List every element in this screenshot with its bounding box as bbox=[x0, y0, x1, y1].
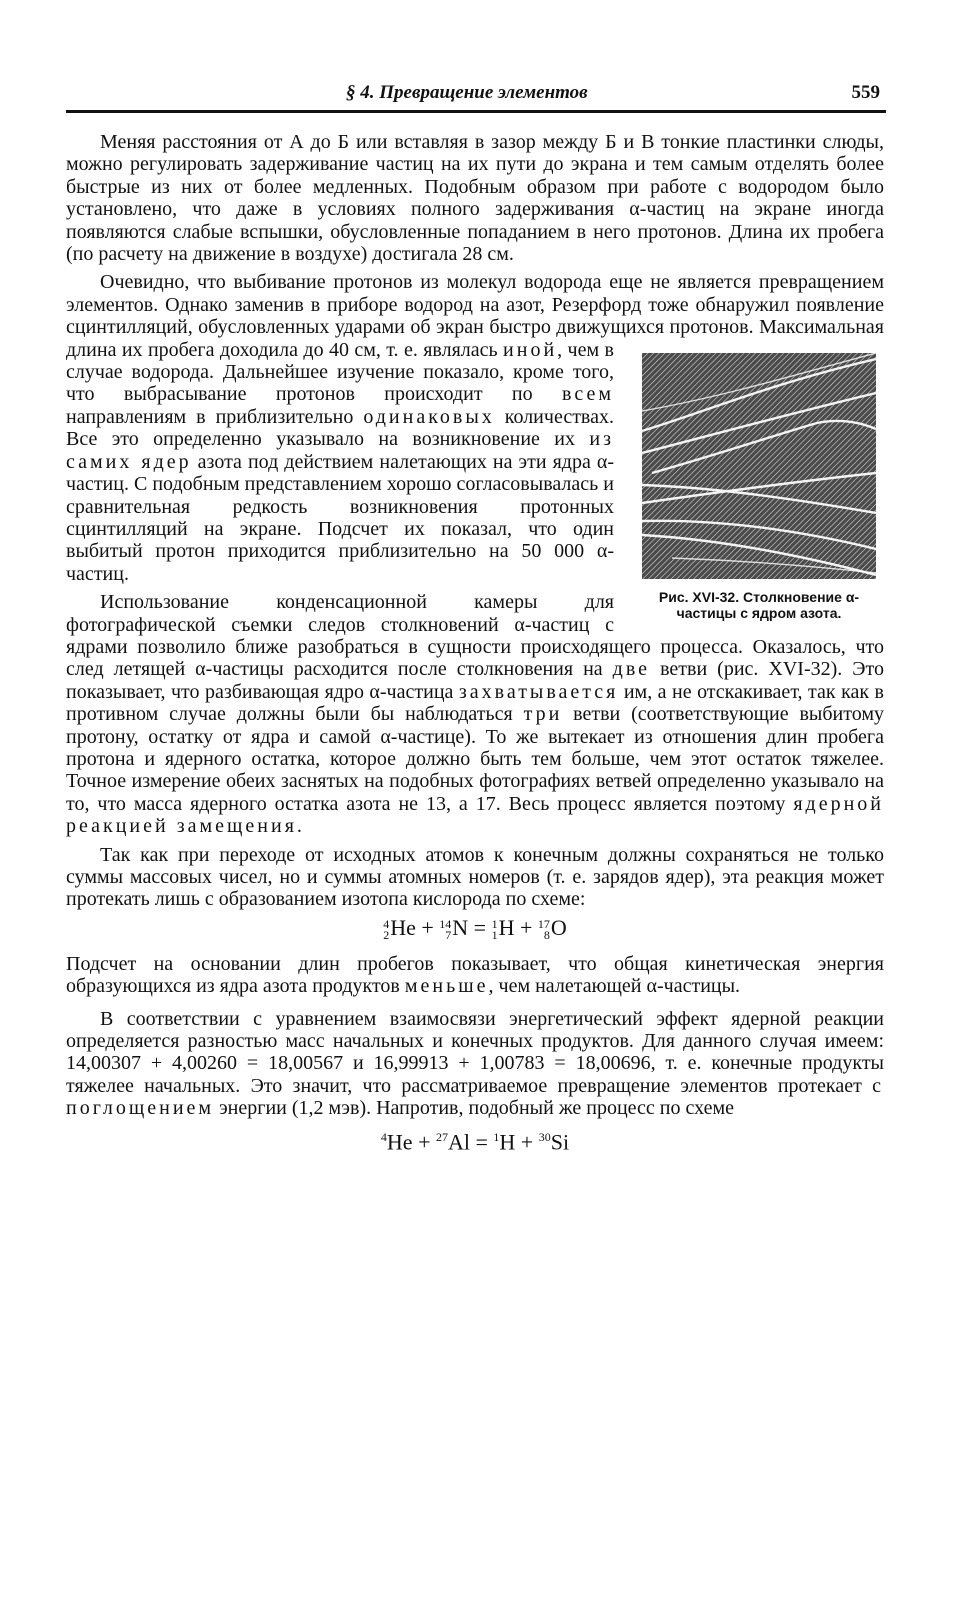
eq1-a-z: 2 bbox=[383, 927, 390, 942]
equation-2 bbox=[66, 1126, 884, 1154]
eq2-d-mass: 30 bbox=[538, 1129, 551, 1144]
p5-spaced-1: меньше bbox=[404, 975, 489, 998]
eq2-b-symbol: Al bbox=[447, 1128, 470, 1154]
paragraph-6 bbox=[66, 1008, 884, 1120]
p3-text-2: ветви (рис. XVI-32). Это показывает, что разбивающая ядро α-частица bbox=[66, 658, 884, 703]
eq1-d-symbol: O bbox=[550, 914, 567, 940]
eq2-plus-1: + bbox=[418, 1128, 431, 1154]
paragraph-3 bbox=[66, 588, 884, 838]
figure-xvi-32 bbox=[634, 353, 884, 621]
cloud-chamber-photo bbox=[642, 353, 876, 579]
eq2-c-symbol: H bbox=[499, 1128, 516, 1154]
paragraph-2 bbox=[66, 271, 884, 621]
eq1-b-z: 7 bbox=[445, 927, 452, 942]
eq2-a-mass: 4 bbox=[380, 1129, 387, 1144]
p3-spaced-4: ядерной реакцией замещения bbox=[66, 792, 884, 838]
eq1-c-z: 1 bbox=[491, 927, 498, 942]
eq1-equals: = bbox=[473, 914, 487, 940]
p2-spaced-2: всем bbox=[562, 383, 614, 406]
eq1-c-symbol: H bbox=[498, 914, 515, 940]
header-rule bbox=[66, 110, 886, 113]
p2-spaced-1: иной bbox=[503, 338, 558, 361]
page-number: 559 bbox=[851, 82, 880, 103]
eq1-d-mass: 17 bbox=[537, 916, 550, 931]
eq2-a-symbol: He bbox=[386, 1128, 413, 1154]
equation-1 bbox=[66, 914, 884, 942]
p6-text-1: В соответствии с уравнением взаимосвязи энергетический эффект ядерной реакции определяется разностью масс начальных и конечных продуктов. Для данного случая имеем: 14,00307 + 4,00260 = 18,00567 и 16,99913 + 1,00783 = 18,00696, т. е. конечные продукты тяжелее начальных. Это значит, что рассматриваемое превращение элементов протекает bbox=[66, 1007, 884, 1097]
p2-spaced-3: одинаковых bbox=[363, 405, 495, 428]
page-header bbox=[66, 78, 886, 112]
eq1-a-mass: 4 bbox=[383, 916, 390, 931]
eq1-d-indices bbox=[537, 916, 550, 942]
page-body bbox=[66, 131, 884, 1165]
p2-spaced-4: из самих ядер bbox=[66, 428, 614, 473]
p2-text-3: количествах. Все это определенно указывало на возникновение их bbox=[66, 405, 614, 451]
p2-text-4: азота под действием налетающих на эти ядра α-частиц. С подобным представлением хорошо согласовывалась и сравнительная редкость возникновения протонных сцинтилляций на экране. Подсчет их показал, что один выбитый протон приходится приблизительно на 50 000 α-частиц. bbox=[66, 450, 614, 585]
p2-text-0: Очевидно, что выбивание протонов из молекул водорода еще не является превращением элементов. Однако заменив в приборе водород на азот, Резерфорд тоже обнаружил появление сцинтилляций, обусловленных ударами об экран быстро движущихся протонов. Максимальная длина их пробега доходила до 40 см, т. е. являлась bbox=[66, 271, 884, 361]
eq2-b-mass: 27 bbox=[435, 1129, 448, 1144]
p2-text-2: направлениям в приблизительно bbox=[66, 405, 364, 428]
eq2-d-symbol: Si bbox=[550, 1128, 570, 1154]
eq2-plus-2: + bbox=[520, 1128, 534, 1154]
p6-text-2: энергии (1,2 мэв). Напротив, подобный же процесс по схеме bbox=[214, 1097, 735, 1120]
p3-text-4: ветви (соответствующие выбитому протону, остатку от ядра и самой α-частице). То же вытекает из отношения длин пробега протона и ядерного остатка, которое должно быть тем больше, чем этот остаток тяжелее. Точное измерение обеих заснятых на подобных фотографиях ветвей определенно указывало на то, что масса ядерного остатка азота не 13, а 17. Весь процесс является поэтому bbox=[66, 703, 884, 815]
eq1-a-symbol: He bbox=[390, 914, 416, 940]
paragraph-5 bbox=[66, 953, 884, 998]
eq1-b-mass: 14 bbox=[439, 916, 452, 931]
eq1-plus-1: + bbox=[421, 914, 434, 940]
eq1-a-indices bbox=[383, 916, 390, 942]
p3-text-5: . bbox=[296, 815, 302, 838]
eq2-c-mass: 1 bbox=[493, 1129, 500, 1144]
running-title: § 4. Превращение элементов bbox=[346, 82, 588, 103]
eq1-b-indices bbox=[439, 916, 452, 942]
paragraph-4: Так как при переходе от исходных атомов к конечным должны сохраняться не только суммы массовых чисел, но и суммы атомных номеров (т. е. зарядов ядер), эта реакция может протекать лишь с образованием изотопа кислорода по схеме: bbox=[66, 843, 884, 911]
p5-text-1: Подсчет на основании длин пробегов показывает, что общая кинетическая энергия образующихся из ядра азота продуктов bbox=[66, 952, 884, 998]
eq1-b-symbol: N bbox=[452, 914, 469, 940]
p2-text-1: , чем в случае водорода. Дальнейшее изучение показало, кроме того, что выбрасывание протонов происходит по bbox=[66, 338, 614, 406]
eq1-c-mass: 1 bbox=[491, 916, 498, 931]
eq1-c-indices bbox=[491, 916, 498, 942]
p3-spaced-3: три bbox=[523, 703, 563, 726]
figure-caption: Рис. XVI-32. Столкновение α-частицы с ядром азота. bbox=[658, 588, 860, 621]
p5-text-2: , чем налетающей α-частицы. bbox=[488, 975, 741, 998]
paragraph-1: Меняя расстояния от А до Б или вставляя в зазор между Б и В тонкие пластинки слюды, можно регулировать задерживание частиц на их пути до экрана и тем самым отделять более быстрые из них от более медленных. Подобным образом при работе с водородом было установлено, что даже в условиях полного задерживания α-частиц на экране иногда появляются слабые вспышки, обусловленные попаданием в него протонов. Длина их пробега (по расчету на движение в воздухе) достигала 28 см. bbox=[66, 131, 884, 266]
p6-spaced-1: с поглощением bbox=[66, 1074, 884, 1120]
p3-spaced-2: захватывается bbox=[458, 680, 619, 703]
eq1-d-z: 8 bbox=[543, 927, 550, 942]
eq2-equals: = bbox=[475, 1128, 488, 1154]
p3-spaced-1: две bbox=[612, 658, 651, 681]
p3-text-3: им, а не отскакивает, так как в противном случае должны были бы наблюдаться bbox=[66, 680, 884, 726]
p3-text-1: Использование конденсационной камеры для фотографической съемки следов столкновений α-частиц с ядрами позволило ближе разобраться в сущности происходящего процесса. Оказалось, что след летящей α-частицы расходится после столкновения на bbox=[66, 591, 884, 681]
eq1-plus-2: + bbox=[519, 914, 533, 940]
